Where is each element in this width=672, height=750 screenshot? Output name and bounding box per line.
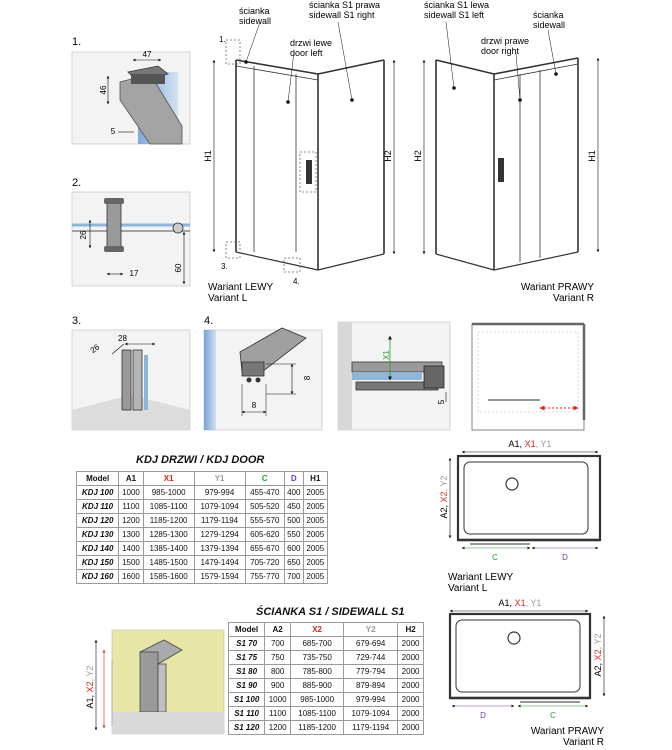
table-row bbox=[77, 542, 328, 556]
variant-label: Wariant LEWY bbox=[208, 282, 274, 293]
door-label: drzwi prawe bbox=[481, 36, 530, 46]
column-header: X1 bbox=[143, 472, 194, 486]
panel-number: 1. bbox=[72, 36, 82, 48]
sidewall-s1-label: ścianka S1 prawa bbox=[309, 0, 381, 10]
table-cell: KDJ 140 bbox=[77, 542, 119, 556]
table-cell: 1379-1394 bbox=[194, 542, 245, 556]
table-cell: 755-770 bbox=[245, 570, 284, 584]
table-cell: 705-720 bbox=[245, 556, 284, 570]
table-cell: 1179-1194 bbox=[344, 721, 398, 735]
table-cell: KDJ 100 bbox=[77, 486, 119, 500]
dim-label: 8 bbox=[251, 401, 257, 410]
table-cell: 1279-1294 bbox=[194, 528, 245, 542]
dim-d: D bbox=[480, 711, 486, 720]
table-cell: S1 110 bbox=[229, 707, 265, 721]
table-cell: S1 70 bbox=[229, 637, 265, 651]
column-header: H2 bbox=[398, 623, 424, 637]
detail-panel-3 bbox=[72, 315, 190, 430]
dim-label: 46 bbox=[99, 85, 108, 95]
table-row bbox=[229, 665, 424, 679]
table-cell: 729-744 bbox=[344, 651, 398, 665]
dim-side-label: A2, X2, Y2 bbox=[439, 475, 449, 519]
table-cell: 450 bbox=[284, 500, 303, 514]
table-row bbox=[229, 721, 424, 735]
plan-variant-right bbox=[450, 598, 604, 748]
table-cell: 555-570 bbox=[245, 514, 284, 528]
door-label-en: door left bbox=[290, 48, 323, 58]
table-cell: KDJ 160 bbox=[77, 570, 119, 584]
table-cell: 655-670 bbox=[245, 542, 284, 556]
table-row bbox=[77, 528, 328, 542]
table-cell: 1579-1594 bbox=[194, 570, 245, 584]
table-cell: 735-750 bbox=[291, 651, 344, 665]
dim-label: 8 bbox=[303, 375, 312, 381]
callout-label: 4. bbox=[293, 277, 300, 286]
table-cell: 2000 bbox=[398, 651, 424, 665]
table-cell: 455-470 bbox=[245, 486, 284, 500]
table-cell: 1000 bbox=[119, 486, 143, 500]
table-cell: 2005 bbox=[303, 542, 327, 556]
table-header-row bbox=[77, 472, 328, 486]
table-cell: 750 bbox=[265, 651, 291, 665]
table-cell: 1079-1094 bbox=[194, 500, 245, 514]
detail-panel-5 bbox=[338, 322, 450, 430]
table-cell: 600 bbox=[284, 542, 303, 556]
detail-panel-2 bbox=[72, 177, 190, 286]
table-cell: 1479-1494 bbox=[194, 556, 245, 570]
column-header: Y1 bbox=[194, 472, 245, 486]
table-cell: 1500 bbox=[119, 556, 143, 570]
panel-number: 4. bbox=[204, 315, 214, 327]
table-cell: KDJ 120 bbox=[77, 514, 119, 528]
table-cell: 1079-1094 bbox=[344, 707, 398, 721]
plan-variant-left bbox=[439, 439, 600, 594]
variant-label-en: Variant R bbox=[553, 293, 594, 304]
table-cell: 700 bbox=[265, 637, 291, 651]
dim-label: 5 bbox=[437, 399, 446, 405]
variant-label-en: Variant L bbox=[448, 583, 488, 594]
sidewall-s1-label-en: sidewall S1 left bbox=[424, 10, 485, 20]
table-cell: 2005 bbox=[303, 556, 327, 570]
table-cell: 1300 bbox=[119, 528, 143, 542]
sidewall-label: ścianka bbox=[533, 10, 564, 20]
table-cell: 1179-1194 bbox=[194, 514, 245, 528]
sidewall-s1-label: ścianka S1 lewa bbox=[424, 0, 490, 10]
table-cell: 685-700 bbox=[291, 637, 344, 651]
table-header-row bbox=[229, 623, 424, 637]
detail-panel-1 bbox=[72, 36, 190, 144]
elevation-variant-right bbox=[413, 0, 598, 304]
callout-label: 1. bbox=[219, 35, 226, 44]
column-header: D bbox=[284, 472, 303, 486]
table-cell: 2000 bbox=[398, 665, 424, 679]
table-cell: S1 120 bbox=[229, 721, 265, 735]
table-cell: S1 80 bbox=[229, 665, 265, 679]
panel-number: 3. bbox=[72, 315, 82, 327]
table-cell: 505-520 bbox=[245, 500, 284, 514]
table-cell: 679-694 bbox=[344, 637, 398, 651]
table-cell: 2000 bbox=[398, 637, 424, 651]
table-cell: 900 bbox=[265, 679, 291, 693]
table-cell: 1100 bbox=[265, 707, 291, 721]
table-row bbox=[77, 556, 328, 570]
table-row bbox=[229, 679, 424, 693]
panel-number: 2. bbox=[72, 177, 82, 189]
column-header: H1 bbox=[303, 472, 327, 486]
table-cell: 1085-1100 bbox=[291, 707, 344, 721]
dim-label: A1, X2, Y2 bbox=[85, 665, 95, 709]
door-table-title: KDJ DRZWI / KDJ DOOR bbox=[136, 454, 265, 466]
table-cell: 2000 bbox=[398, 693, 424, 707]
table-cell: 1185-1200 bbox=[143, 514, 194, 528]
dim-c: C bbox=[492, 553, 498, 562]
wall-table-title: ŚCIANKA S1 / SIDEWALL S1 bbox=[256, 606, 405, 618]
column-header: C bbox=[245, 472, 284, 486]
table-cell: 779-794 bbox=[344, 665, 398, 679]
dim-label: 5 bbox=[110, 127, 116, 136]
table-row bbox=[77, 486, 328, 500]
dim-top-label: A1, X1, Y1 bbox=[508, 439, 552, 449]
column-header: A1 bbox=[119, 472, 143, 486]
table-cell: 605-620 bbox=[245, 528, 284, 542]
table-cell: 979-994 bbox=[344, 693, 398, 707]
table-cell: KDJ 130 bbox=[77, 528, 119, 542]
dim-label: 47 bbox=[142, 50, 152, 59]
dim-h2: H2 bbox=[383, 150, 393, 162]
dim-label: 26 bbox=[79, 230, 88, 240]
table-cell: 785-800 bbox=[291, 665, 344, 679]
table-row bbox=[229, 651, 424, 665]
column-header: A2 bbox=[265, 623, 291, 637]
dim-label: 17 bbox=[129, 269, 139, 278]
table-cell: S1 90 bbox=[229, 679, 265, 693]
callout-label: 3. bbox=[221, 262, 228, 271]
table-cell: 985-1000 bbox=[143, 486, 194, 500]
table-cell: 1200 bbox=[265, 721, 291, 735]
table-cell: 1285-1300 bbox=[143, 528, 194, 542]
table-row bbox=[229, 707, 424, 721]
dim-label: X1 bbox=[382, 350, 391, 360]
table-cell: 1600 bbox=[119, 570, 143, 584]
column-header: X2 bbox=[291, 623, 344, 637]
dim-label: 26 bbox=[88, 342, 102, 355]
table-cell: 1185-1200 bbox=[291, 721, 344, 735]
table-cell: 700 bbox=[284, 570, 303, 584]
table-row bbox=[229, 693, 424, 707]
dim-label: 28 bbox=[118, 334, 127, 343]
table-cell: 985-1000 bbox=[291, 693, 344, 707]
door-label-en: door right bbox=[481, 46, 520, 56]
table-cell: 885-900 bbox=[291, 679, 344, 693]
table-cell: 1000 bbox=[265, 693, 291, 707]
dim-side-label: A2, X2, Y2 bbox=[593, 633, 603, 677]
table-cell: 1085-1100 bbox=[143, 500, 194, 514]
table-cell: 2000 bbox=[398, 707, 424, 721]
table-cell: 879-894 bbox=[344, 679, 398, 693]
table-cell: 1200 bbox=[119, 514, 143, 528]
table-row bbox=[77, 514, 328, 528]
detail-panel-4 bbox=[204, 315, 322, 430]
table-cell: S1 100 bbox=[229, 693, 265, 707]
table-cell: 1100 bbox=[119, 500, 143, 514]
table-cell: KDJ 110 bbox=[77, 500, 119, 514]
elevation-variant-left bbox=[203, 0, 394, 304]
table-cell: S1 75 bbox=[229, 651, 265, 665]
table-cell: 2005 bbox=[303, 570, 327, 584]
column-header: Model bbox=[77, 472, 119, 486]
variant-label-en: Variant R bbox=[563, 737, 604, 748]
column-header: Model bbox=[229, 623, 265, 637]
sidewall-label: ścianka bbox=[239, 6, 270, 16]
table-cell: 979-994 bbox=[194, 486, 245, 500]
table-cell: 2005 bbox=[303, 514, 327, 528]
dim-d: D bbox=[562, 553, 568, 562]
table-row bbox=[77, 500, 328, 514]
table-cell: 2005 bbox=[303, 500, 327, 514]
dim-h1: H1 bbox=[587, 150, 597, 162]
table-cell: 1400 bbox=[119, 542, 143, 556]
table-cell: 800 bbox=[265, 665, 291, 679]
variant-label-en: Variant L bbox=[208, 293, 248, 304]
table-cell: 500 bbox=[284, 514, 303, 528]
table-cell: 400 bbox=[284, 486, 303, 500]
variant-label: Wariant PRAWY bbox=[520, 282, 594, 293]
sidewall-label-en: sidewall bbox=[533, 20, 566, 30]
sidewall-s1-label-en: sidewall S1 right bbox=[309, 10, 375, 20]
detail-panel-6 bbox=[472, 324, 584, 430]
table-cell: 2005 bbox=[303, 486, 327, 500]
table-cell: 1585-1600 bbox=[143, 570, 194, 584]
table-cell: 2005 bbox=[303, 528, 327, 542]
dim-c: C bbox=[550, 711, 556, 720]
door-table bbox=[76, 471, 328, 584]
dim-top-label: A1, X1, Y1 bbox=[498, 598, 542, 608]
table-cell: KDJ 150 bbox=[77, 556, 119, 570]
variant-label: Wariant LEWY bbox=[448, 572, 514, 583]
wall-profile-detail bbox=[85, 630, 224, 734]
dim-h2: H2 bbox=[413, 150, 423, 162]
wall-table bbox=[228, 622, 424, 735]
table-cell: 2000 bbox=[398, 679, 424, 693]
door-label: drzwi lewe bbox=[290, 38, 333, 48]
table-cell: 1485-1500 bbox=[143, 556, 194, 570]
dim-label: 60 bbox=[174, 263, 183, 273]
table-row bbox=[77, 570, 328, 584]
table-cell: 550 bbox=[284, 528, 303, 542]
variant-label: Wariant PRAWY bbox=[530, 726, 604, 737]
table-cell: 650 bbox=[284, 556, 303, 570]
sidewall-label-en: sidewall bbox=[239, 16, 272, 26]
table-row bbox=[229, 637, 424, 651]
table-cell: 2000 bbox=[398, 721, 424, 735]
table-cell: 1385-1400 bbox=[143, 542, 194, 556]
column-header: Y2 bbox=[344, 623, 398, 637]
dim-h1: H1 bbox=[203, 150, 213, 162]
